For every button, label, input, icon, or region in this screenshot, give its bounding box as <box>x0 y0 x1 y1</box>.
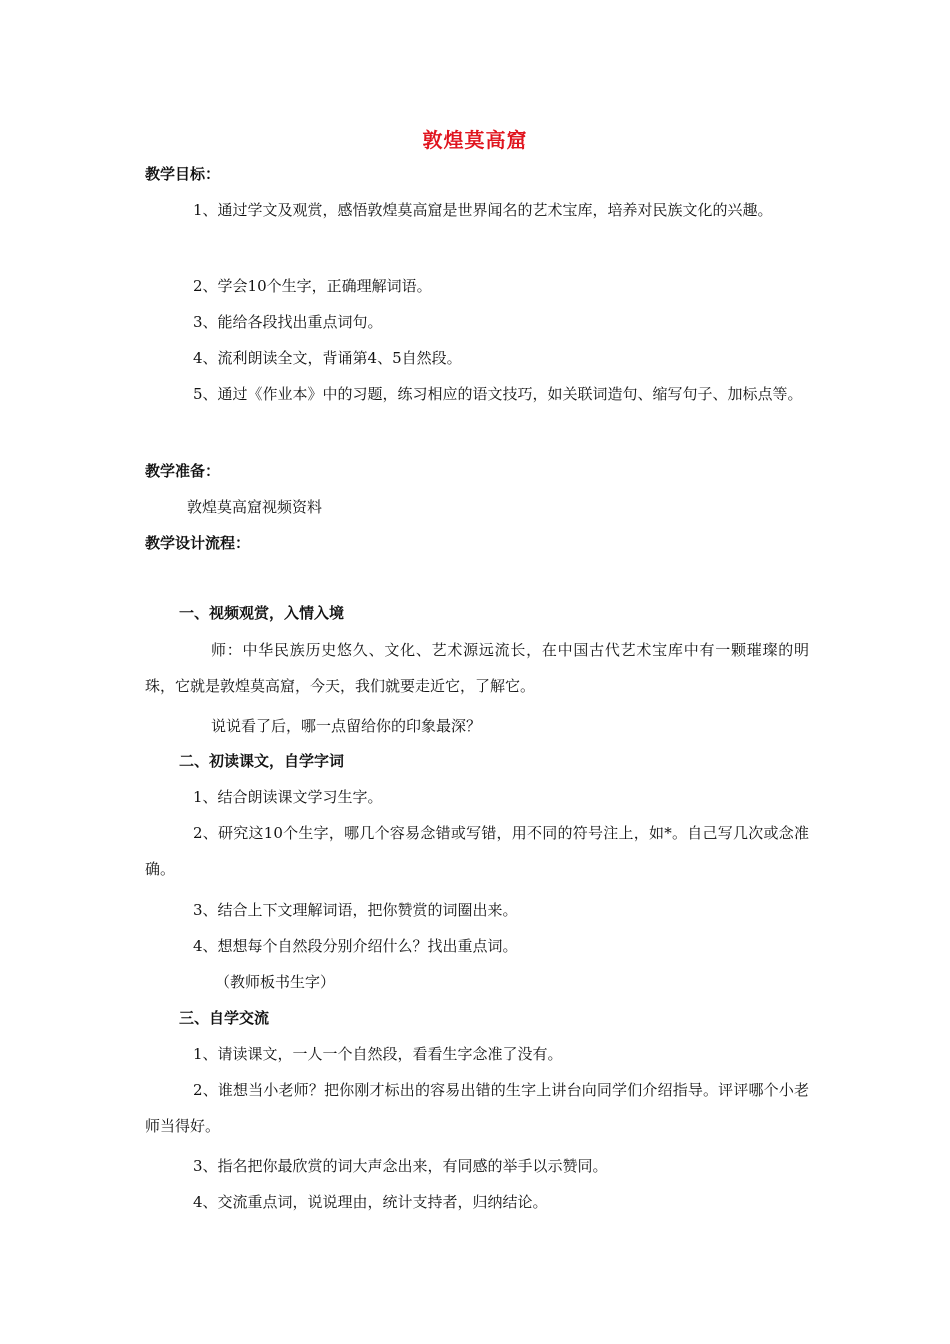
prep-heading: 教学准备： <box>145 462 221 480</box>
part2-item-1: 1、结合朗读课文学习生字。 <box>193 788 383 806</box>
goal-item-4: 4、流利朗读全文，背诵第4、5自然段。 <box>193 349 462 367</box>
part3-item-4: 4、交流重点词，说说理由，统计支持者，归纳结论。 <box>193 1193 548 1211</box>
goals-heading: 教学目标： <box>145 165 221 183</box>
part2-item-3: 3、结合上下文理解词语，把你赞赏的词圈出来。 <box>193 901 518 919</box>
part3-item-3: 3、指名把你最欣赏的词大声念出来，有同感的举手以示赞同。 <box>193 1157 608 1175</box>
part1-para2: 说说看了后，哪一点留给你的印象最深？ <box>211 717 482 735</box>
goal-item-3: 3、能给各段找出重点词句。 <box>193 313 383 331</box>
flow-heading: 教学设计流程： <box>145 534 251 552</box>
goal-item-2: 2、学会10个生字，正确理解词语。 <box>193 277 432 295</box>
part3-heading: 三、自学交流 <box>179 1009 270 1027</box>
goal-item-1: 1、通过学文及观赏，感悟敦煌莫高窟是世界闻名的艺术宝库，培养对民族文化的兴趣。 <box>193 201 773 219</box>
prep-text: 敦煌莫高窟视频资料 <box>187 498 323 516</box>
part1-para1: 师：中华民族历史悠久、文化、艺术源远流长，在中国古代艺术宝库中有一颗璀璨的明珠，它就是敦煌莫高窟，今天，我们就要走近它，了解它。 <box>145 641 809 695</box>
part2-item-2: 2、研究这10个生字，哪几个容易念错或写错，用不同的符号注上，如*。自己写几次或念准确。 <box>145 824 809 878</box>
part1-heading: 一、视频观赏，入情入境 <box>179 604 345 622</box>
part3-item-2: 2、谁想当小老师？把你刚才标出的容易出错的生字上讲台向同学们介绍指导。评评哪个小老师当得好。 <box>145 1081 809 1135</box>
part3-item-1: 1、请读课文，一人一个自然段，看看生字念准了没有。 <box>193 1045 563 1063</box>
part2-note: （教师板书生字） <box>215 973 336 991</box>
part2-item-4: 4、想想每个自然段分别介绍什么？找出重点词。 <box>193 937 518 955</box>
document-title: 敦煌莫高窟 <box>422 128 528 152</box>
goal-item-5: 5、通过《作业本》中的习题，练习相应的语文技巧，如关联词造句、缩写句子、加标点等。 <box>193 385 803 403</box>
part2-heading: 二、初读课文，自学字词 <box>179 752 345 770</box>
